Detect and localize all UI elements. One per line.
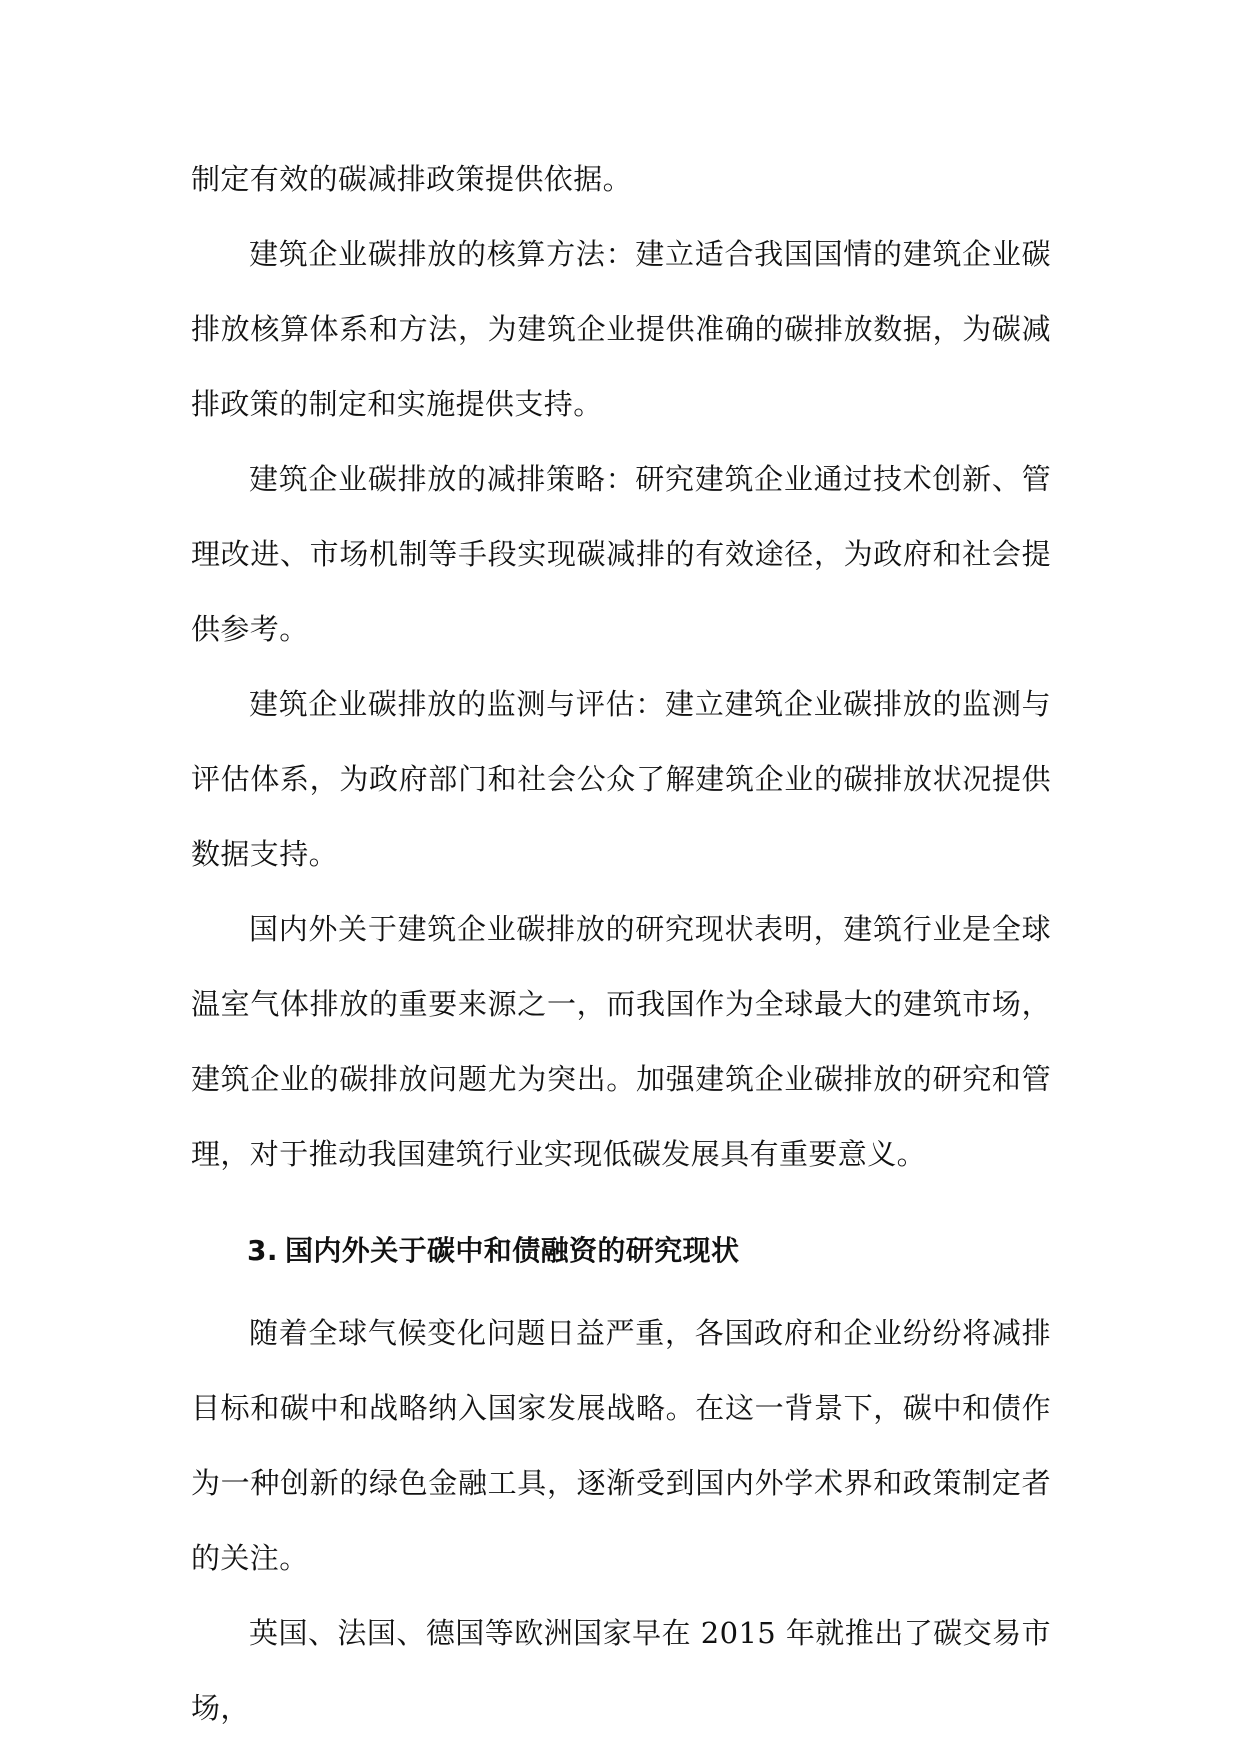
body-paragraph: 建筑企业碳排放的减排策略：研究建筑企业通过技术创新、管理改进、市场机制等手段实现碳减排的有效途径，为政府和社会提供参考。 [191,462,1051,646]
body-paragraph: 国内外关于建筑企业碳排放的研究现状表明，建筑行业是全球温室气体排放的重要来源之一，而我国作为全球最大的建筑市场，建筑企业的碳排放问题尤为突出。加强建筑企业碳排放的研究和管理，对于推动我国建筑行业实现低碳发展具有重要意义。 [191,912,1051,1171]
body-paragraph: 建筑企业碳排放的监测与评估：建立建筑企业碳排放的监测与评估体系，为政府部门和社会公众了解建筑企业的碳排放状况提供数据支持。 [191,687,1051,871]
section-heading [191,1206,1051,1296]
body-paragraph: 随着全球气候变化问题日益严重，各国政府和企业纷纷将减排目标和碳中和战略纳入国家发展战略。在这一背景下，碳中和债作为一种创新的绿色金融工具，逐渐受到国内外学术界和政策制定者的关注。 [191,1316,1051,1575]
body-paragraph: 英国、法国、德国等欧洲国家早在 2015 年就推出了碳交易市场， [191,1616,1051,1725]
section-title: 国内外关于碳中和债融资的研究现状 [285,1234,740,1267]
section-number: 3. [247,1234,278,1267]
body-paragraph: 制定有效的碳减排政策提供依据。 [191,162,633,196]
page-content [191,142,1051,1746]
body-paragraph: 建筑企业碳排放的核算方法：建立适合我国国情的建筑企业碳排放核算体系和方法，为建筑企业提供准确的碳排放数据，为碳减排政策的制定和实施提供支持。 [191,237,1051,421]
